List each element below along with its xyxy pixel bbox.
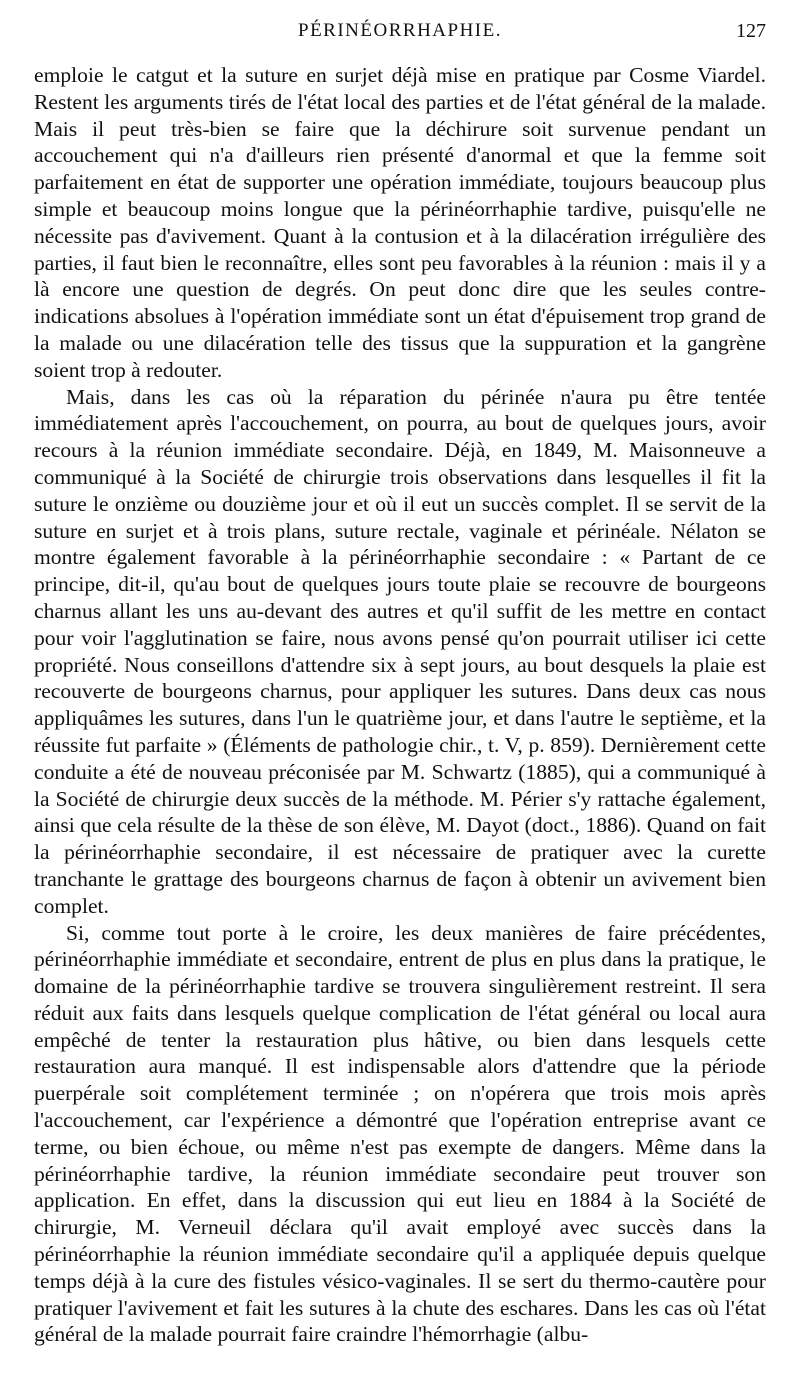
body-text (34, 62, 766, 1348)
running-title: PÉRINÉORRHAPHIE. (298, 20, 502, 41)
page-number: 127 (736, 20, 766, 42)
paragraph-continued: emploie le catgut et la suture en surjet déjà mise en pratique par Cosme Viardel. Restent les arguments tirés de l'état local des parties et de l'état général de la malade. Mais il peut très-bien se faire que la déchirure soit survenue pendant un accouchement qui n'a d'ailleurs rien présenté d'anormal et que la femme soit parfaitement en état de supporter une opération immédiate, toujours beaucoup plus simple et beaucoup moins longue que la périnéorrhaphie tardive, puisqu'elle ne nécessite pas d'avivement. Quant à la contusion et à la dilacération irrégulière des parties, il faut bien le reconnaître, elles sont peu favorables à la réunion : mais il y a là encore une question de degrés. On peut donc dire que les seules contre-indications absolues à l'opération immédiate sont un état d'épuisement trop grand de la malade ou une dilacération telle des tissus que la suppuration et la gangrène soient trop à redouter. (34, 63, 766, 382)
paragraph: Si, comme tout porte à le croire, les deux manières de faire précédentes, périnéorrhaphie immédiate et secondaire, entrent de plus en plus dans la pratique, le domaine de la périnéorrhaphie tardive se trouvera singulièrement restreint. Il sera réduit aux faits dans lesquels quelque complication de l'état général ou local aura empêché de tenter la restauration plus hâtive, ou bien dans lesquels cette restauration aura manqué. Il est indispensable alors d'attendre que la période puerpérale soit complétement terminée ; on n'opérera que trois mois après l'accouchement, car l'expérience a démontré que l'opération entreprise avant ce terme, ou bien échoue, ou même n'est pas exempte de dangers. Même dans la périnéorrhaphie tardive, la réunion immédiate secondaire peut trouver son application. En effet, dans la discussion qui eut lieu en 1884 à la Société de chirurgie, M. Verneuil déclara qu'il avait employé avec succès dans la périnéorrhaphie la réunion immédiate secondaire qu'il a appliquée depuis quelque temps déjà à la cure des fistules vésico-vaginales. Il se sert du thermo-cautère pour pratiquer l'avivement et fait les sutures à la chute des eschares. Dans les cas où l'état général de la malade pourrait faire craindre l'hémorrhagie (albu- (34, 920, 766, 1347)
paragraph: Mais, dans les cas où la réparation du périnée n'aura pu être tentée immédiatement après l'accouchement, on pourra, au bout de quelques jours, avoir recours à la réunion immédiate secondaire. Déjà, en 1849, M. Maisonneuve a communiqué à la Société de chirurgie trois observations dans lesquelles il fit la suture le onzième ou douzième jour et où il eut un succès complet. Il se servit de la suture en surjet et à trois plans, suture rectale, vaginale et périnéale. Nélaton se montre également favorable à la périnéorrhaphie secondaire : « Partant de ce principe, dit-il, qu'au bout de quelques jours toute plaie se recouvre de bourgeons charnus allant les uns au-devant des autres et qu'il suffit de les mettre en contact pour voir l'agglutination se faire, nous avons pensé qu'on pourrait utiliser ici cette propriété. Nous conseillons d'attendre six à sept jours, au bout desquels la plaie est recouverte de bourgeons charnus, pour appliquer les sutures. Dans deux cas nous appliquâmes les sutures, dans l'un le quatrième jour, et dans l'autre le septième, et la réussite fut parfaite » (Éléments de pathologie chir., t. V, p. 859). Dernièrement cette conduite a été de nouveau préconisée par M. Schwartz (1885), qui a communiqué à la Société de chirurgie deux succès de la méthode. M. Périer s'y rattache également, ainsi que cela résulte de la thèse de son élève, M. Dayot (doct., 1886). Quand on fait la périnéorrhaphie secondaire, il est nécessaire de pratiquer avec la curette tranchante le grattage des bourgeons charnus de façon à obtenir un avivement bien complet. (34, 384, 766, 918)
page-header (34, 10, 766, 50)
